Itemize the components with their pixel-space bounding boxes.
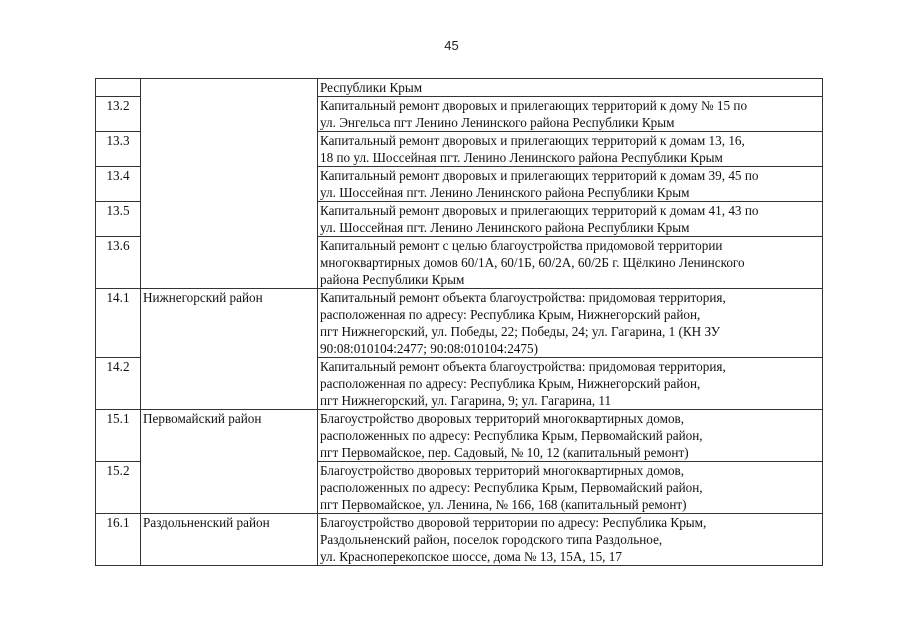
row-description: Республики Крым bbox=[318, 79, 823, 97]
row-description: Капитальный ремонт объекта благоустройства: придомовая территория, расположенная по адресу: Республика Крым, Нижнегорский район, пгт Нижнегорский, ул. Победы, 22; Победы, 24; ул. Гагарина, 1 (КН ЗУ 90:08:010104:2477; 90:08:010104:2475) bbox=[318, 289, 823, 358]
row-description: Благоустройство дворовых территорий многоквартирных домов, расположенных по адресу: Республика Крым, Первомайский район, пгт Первомайское, пер. Садовый, № 10, 12 (капитальный ремонт) bbox=[318, 410, 823, 462]
row-number: 13.3 bbox=[96, 132, 141, 167]
district-cell: Нижнегорский район bbox=[141, 289, 318, 410]
row-description: Капитальный ремонт дворовых и прилегающих территорий к домам 41, 43 по ул. Шоссейная пгт. Ленино Ленинского района Республики Крым bbox=[318, 202, 823, 237]
table-row bbox=[96, 79, 823, 97]
row-description: Капитальный ремонт дворовых и прилегающих территорий к домам 39, 45 по ул. Шоссейная пгт. Ленино Ленинского района Республики Крым bbox=[318, 167, 823, 202]
row-number: 14.2 bbox=[96, 358, 141, 410]
row-number: 14.1 bbox=[96, 289, 141, 358]
row-number: 15.2 bbox=[96, 462, 141, 514]
projects-table bbox=[95, 78, 823, 566]
row-description: Благоустройство дворовой территории по адресу: Республика Крым, Раздольненский район, поселок городского типа Раздольное, ул. Красноперекопское шоссе, дома № 13, 15А, 15, 17 bbox=[318, 514, 823, 566]
row-description: Капитальный ремонт дворовых и прилегающих территорий к дому № 15 по ул. Энгельса пгт Ленино Ленинского района Республики Крым bbox=[318, 97, 823, 132]
row-number: 13.2 bbox=[96, 97, 141, 132]
row-number: 16.1 bbox=[96, 514, 141, 566]
row-description: Капитальный ремонт объекта благоустройства: придомовая территория, расположенная по адресу: Республика Крым, Нижнегорский район, пгт Нижнегорский, ул. Гагарина, 9; ул. Гагарина, 11 bbox=[318, 358, 823, 410]
district-cell: Раздольненский район bbox=[141, 514, 318, 566]
row-number: 13.5 bbox=[96, 202, 141, 237]
row-number: 15.1 bbox=[96, 410, 141, 462]
row-description: Благоустройство дворовых территорий многоквартирных домов, расположенных по адресу: Республика Крым, Первомайский район, пгт Первомайское, ул. Ленина, № 166, 168 (капитальный ремонт) bbox=[318, 462, 823, 514]
row-number: 13.4 bbox=[96, 167, 141, 202]
page-number: 45 bbox=[444, 38, 459, 53]
district-cell: Первомайский район bbox=[141, 410, 318, 514]
table-row bbox=[96, 289, 823, 358]
row-number bbox=[96, 79, 141, 97]
row-number: 13.6 bbox=[96, 237, 141, 289]
district-cell bbox=[141, 79, 318, 289]
row-description: Капитальный ремонт с целью благоустройства придомовой территории многоквартирных домов 60/1А, 60/1Б, 60/2А, 60/2Б г. Щёлкино Ленинского района Республики Крым bbox=[318, 237, 823, 289]
row-description: Капитальный ремонт дворовых и прилегающих территорий к домам 13, 16, 18 по ул. Шоссейная пгт. Ленино Ленинского района Республики Крым bbox=[318, 132, 823, 167]
table-row bbox=[96, 410, 823, 462]
table-row bbox=[96, 514, 823, 566]
